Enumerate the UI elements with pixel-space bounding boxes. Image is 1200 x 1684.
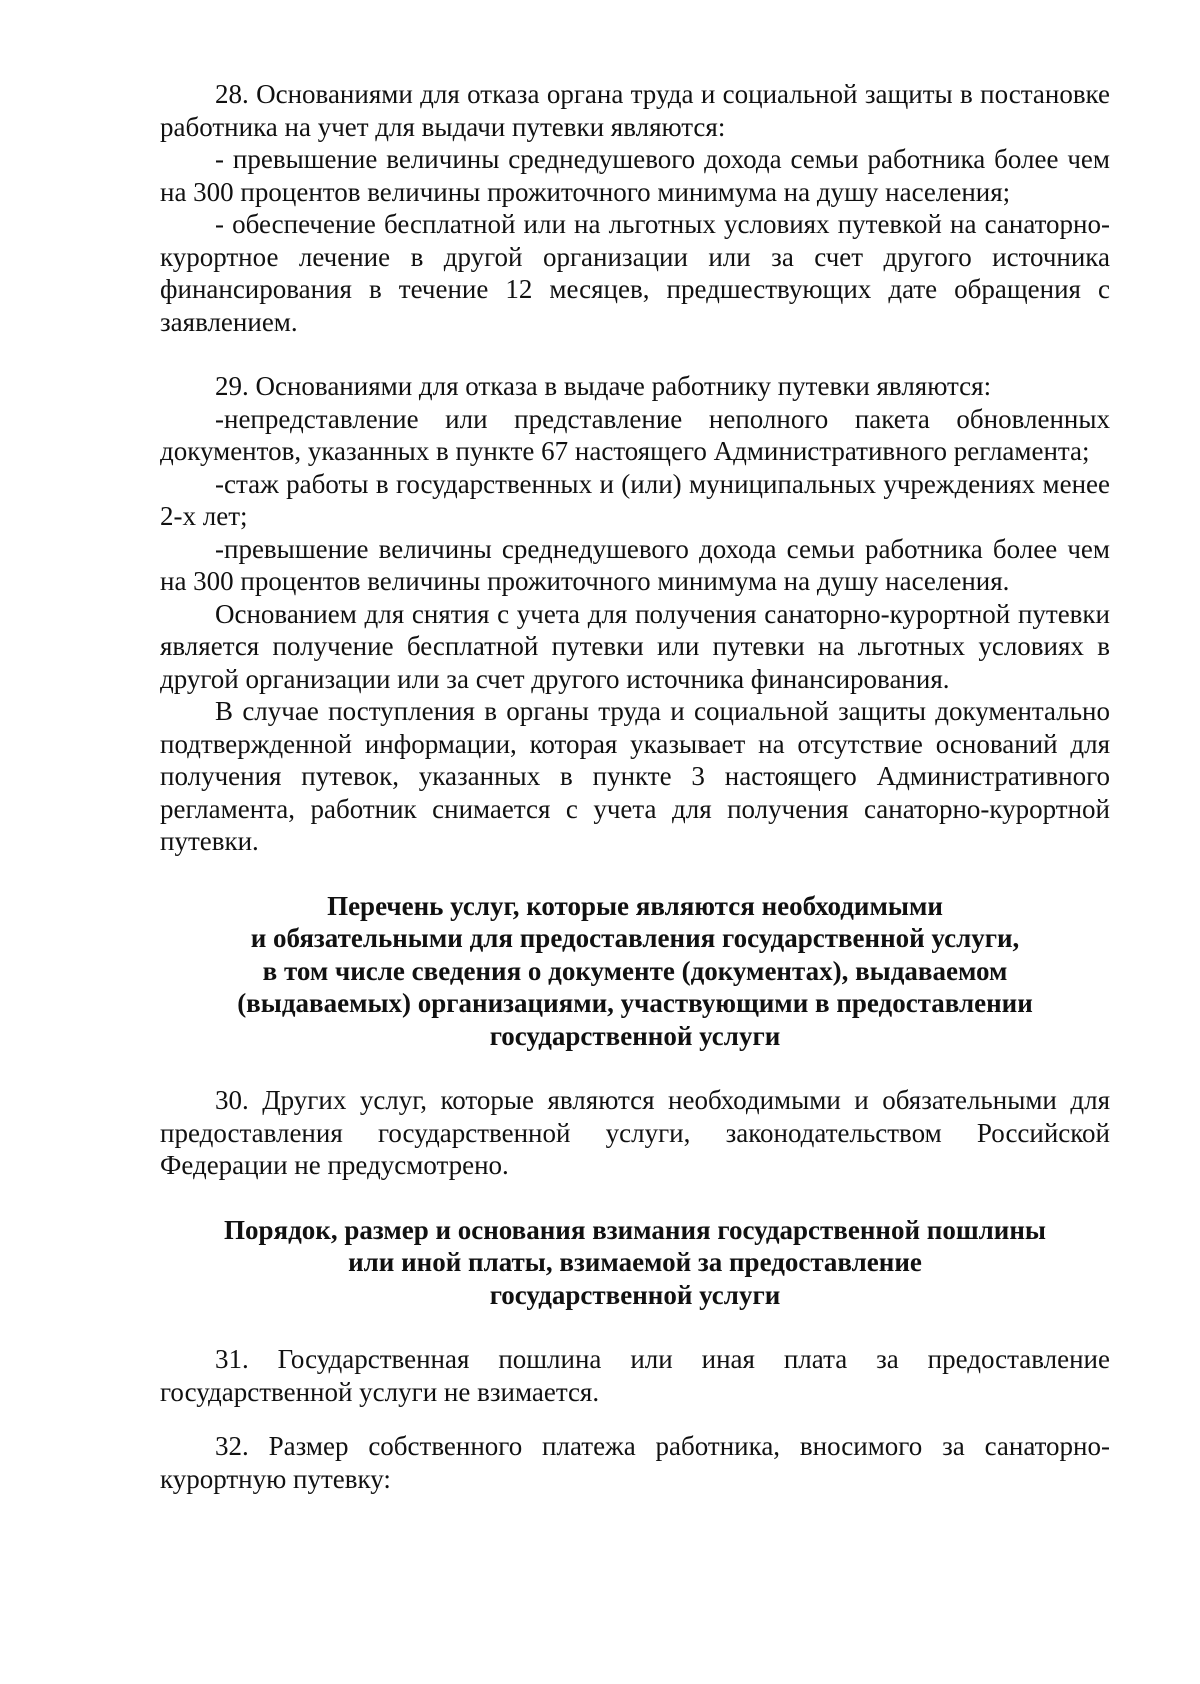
heading-fee-line-2: или иной платы, взимаемой за предоставление — [348, 1247, 922, 1277]
spacer — [160, 858, 1110, 890]
heading-fee-line-1: Порядок, размер и основания взимания государственной пошлины — [224, 1214, 1046, 1245]
heading-fee-line-3: государственной услуги — [489, 1279, 781, 1310]
paragraph-29-item-3: -превышение величины среднедушевого дохода семьи работника более чем на 300 процентов величины прожиточного минимума на душу населения. — [160, 533, 1110, 596]
spacer — [160, 1052, 1110, 1084]
spacer — [160, 1408, 1110, 1430]
paragraph-28-item-1: - превышение величины среднедушевого дохода семьи работника более чем на 300 процентов величины прожиточного минимума на душу населения; — [160, 144, 1110, 207]
paragraph-29-item-2: -стаж работы в государственных и (или) муниципальных учреждениях менее 2-х лет; — [160, 468, 1110, 531]
heading-services-line-5: государственной услуги — [489, 1020, 781, 1051]
paragraph-30: 30. Других услуг, которые являются необходимыми и обязательными для предоставления государственной услуги, законодательством Российской Федерации не предусмотрено. — [160, 1085, 1110, 1180]
heading-services-line-3: в том числе сведения о документе (документах), выдаваемом — [262, 955, 1008, 986]
spacer — [160, 1311, 1110, 1343]
heading-services-line-1: Перечень услуг, которые являются необходимыми — [327, 890, 943, 921]
paragraph-29-item-1: -непредставление или представление неполного пакета обновленных документов, указанных в пункте 67 настоящего Административного регламента; — [160, 403, 1110, 466]
heading-services — [160, 890, 1110, 1053]
spacer — [160, 338, 1110, 370]
heading-services-line-4: (выдаваемых) организациями, участвующими в предоставлении — [237, 988, 1033, 1018]
paragraph-32: 32. Размер собственного платежа работника, вносимого за санаторно-курортную путевку: — [160, 1431, 1110, 1494]
paragraph-29-removal-basis: Основанием для снятия с учета для получения санаторно-курортной путевки является получение бесплатной путевки или путевки на льготных условиях в другой организации или за счет другого источника финансирования. — [160, 598, 1110, 694]
paragraph-29-intro: 29. Основаниями для отказа в выдаче работнику путевки являются: — [215, 371, 992, 401]
heading-fee — [160, 1214, 1110, 1312]
paragraph-28-item-2: - обеспечение бесплатной или на льготных условиях путевкой на санаторно-курортное лечение в другой организации или за счет другого источника финансирования в течение 12 месяцев, предшествующих дате обращения с заявлением. — [160, 209, 1110, 337]
spacer — [160, 1182, 1110, 1214]
heading-services-line-2: и обязательными для предоставления государственной услуги, — [250, 923, 1020, 953]
paragraph-29-removal-case: В случае поступления в органы труда и социальной защиты документально подтвержденной информации, которая указывает на отсутствие оснований для получения путевок, указанных в пункте 3 настоящего Административного регламента, работник снимается с учета для получения санаторно-курортной путевки. — [160, 696, 1110, 856]
paragraph-28-intro: 28. Основаниями для отказа органа труда и социальной защиты в постановке работника на учет для выдачи путевки являются: — [160, 79, 1110, 142]
paragraph-31: 31. Государственная пошлина или иная плата за предоставление государственной услуги не взимается. — [160, 1344, 1110, 1407]
